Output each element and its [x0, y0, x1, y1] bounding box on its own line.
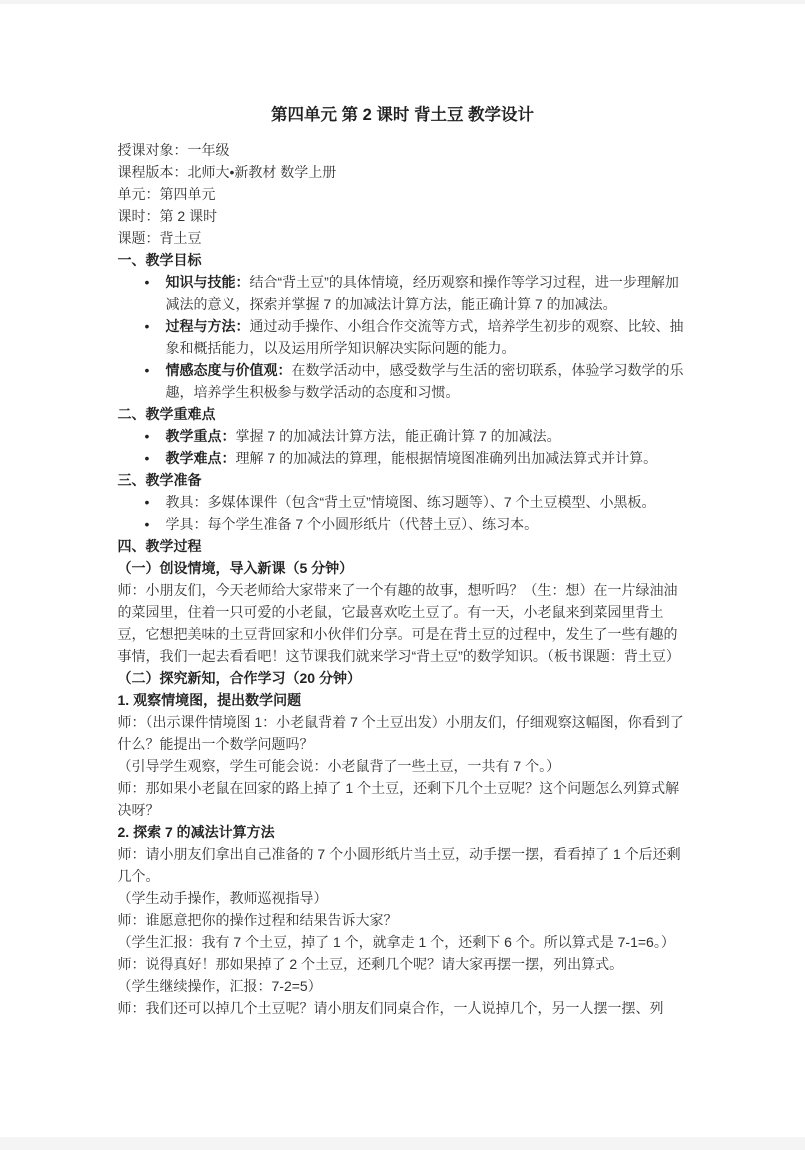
- process-part1-paragraph: 师：小朋友们，今天老师给大家带来了一个有趣的故事，想听吗？（生：想）在一片绿油油的菜园里，住着一只可爱的小老鼠，它最喜欢吃土豆了。有一天，小老鼠来到菜园里背土豆，它想把美味的土豆背回家和小伙伴们分享。可是在背土豆的过程中，发生了一些有趣的事情，我们一起去看看吧！这节课我们就来学习“背土豆”的数学知识。（板书课题：背土豆）: [117, 582, 680, 664]
- bullet-icon: •: [144, 428, 150, 444]
- process-part2-heading: （二）探究新知，合作学习（20 分钟）: [117, 670, 361, 686]
- step1-heading: 1. 观察情境图，提出数学问题: [117, 692, 302, 708]
- key-point-item: [118, 425, 688, 447]
- meta-line-unit: 单元：第四单元: [117, 186, 216, 202]
- bullet-icon: •: [144, 318, 150, 334]
- step2-paragraph: （学生汇报：我有 7 个土豆，掉了 1 个，就拿走 1 个，还剩下 6 个。所以算式是 7-1=6。）: [117, 934, 675, 950]
- bullet-icon: •: [144, 494, 150, 510]
- preparation-item-student: [118, 513, 688, 535]
- step1-paragraph: 师：（出示课件情境图 1：小老鼠背着 7 个土豆出发）小朋友们，仔细观察这幅图，你看到了什么？能提出一个数学问题吗？: [117, 714, 684, 752]
- step1-paragraph: （引导学生观察，学生可能会说：小老鼠背了一些土豆，一共有 7 个。）: [117, 758, 561, 774]
- meta-line-audience: 授课对象：一年级: [117, 142, 230, 158]
- difficulty-item: [118, 447, 688, 469]
- step2-paragraph: 师：我们还可以掉几个土豆呢？请小朋友们同桌合作，一人说掉几个，另一人摆一摆、列: [117, 1000, 664, 1016]
- document-page: [118, 0, 688, 1019]
- bullet-label: 过程与方法：: [165, 318, 250, 334]
- step2-paragraph: 师：说得真好！那如果掉了 2 个土豆，还剩几个呢？请大家再摆一摆，列出算式。: [117, 956, 624, 972]
- section-heading-goals: 一、教学目标: [117, 252, 202, 268]
- bullet-text: 通过动手操作、小组合作交流等方式，培养学生初步的观察、比较、抽象和概括能力，以及运用所学知识解决实际问题的能力。: [165, 318, 684, 356]
- step2-heading: 2. 探索 7 的减法计算方法: [117, 824, 275, 840]
- bullet-label: 教具：: [165, 494, 208, 510]
- bullet-text: 每个学生准备 7 个小圆形纸片（代替土豆）、练习本。: [207, 516, 539, 532]
- meta-line-edition: 课程版本：北师大•新教材 数学上册: [117, 164, 337, 180]
- bullet-icon: •: [144, 516, 150, 532]
- preparation-item-teacher: [118, 491, 688, 513]
- bullet-label: 教学重点：: [165, 428, 236, 444]
- page-top-edge: [0, 0, 805, 4]
- bullet-text: 掌握 7 的加减法计算方法，能正确计算 7 的加减法。: [235, 428, 561, 444]
- bullet-label: 知识与技能：: [165, 274, 250, 290]
- bullet-icon: •: [144, 362, 150, 378]
- bullet-text: 多媒体课件（包含“背土豆”情境图、练习题等）、7 个土豆模型、小黑板。: [207, 494, 656, 510]
- goal-item-attitude: [118, 359, 688, 403]
- section-heading-preparation: 三、教学准备: [117, 472, 202, 488]
- bullet-text: 理解 7 的加减法的算理，能根据情境图准确列出加减法算式并计算。: [235, 450, 658, 466]
- bullet-text: 在数学活动中，感受数学与生活的密切联系，体验学习数学的乐趣，培养学生积极参与数学活动的态度和习惯。: [165, 362, 684, 400]
- meta-line-lesson: 课时：第 2 课时: [117, 208, 218, 224]
- document-title: 第四单元 第 2 课时 背土豆 教学设计: [270, 106, 535, 124]
- step2-paragraph: （学生动手操作，教师巡视指导）: [117, 890, 328, 906]
- bullet-label: 情感态度与价值观：: [165, 362, 292, 378]
- section-heading-key-points: 二、教学重难点: [117, 406, 216, 422]
- bullet-label: 学具：: [165, 516, 208, 532]
- section-heading-process: 四、教学过程: [117, 538, 202, 554]
- step1-paragraph: 师：那如果小老鼠在回家的路上掉了 1 个土豆，还剩下几个土豆呢？这个问题怎么列算式解决呀？: [117, 780, 680, 818]
- page-bottom-edge: [0, 1137, 805, 1150]
- step2-paragraph: 师：谁愿意把你的操作过程和结果告诉大家？: [117, 912, 398, 928]
- bullet-icon: •: [144, 274, 150, 290]
- bullet-text: 结合“背土豆”的具体情境，经历观察和操作等学习过程，进一步理解加减法的意义，探索并掌握 7 的加减法计算方法，能正确计算 7 的加减法。: [165, 274, 679, 312]
- bullet-icon: •: [144, 450, 150, 466]
- process-part1-heading: （一）创设情境，导入新课（5 分钟）: [117, 560, 354, 576]
- goal-item-knowledge: [118, 271, 688, 315]
- bullet-label: 教学难点：: [165, 450, 236, 466]
- goal-item-process: [118, 315, 688, 359]
- meta-line-topic: 课题：背土豆: [117, 230, 202, 246]
- step2-paragraph: 师：请小朋友们拿出自己准备的 7 个小圆形纸片当土豆，动手摆一摆，看看掉了 1 个后还剩几个。: [117, 846, 681, 884]
- step2-paragraph: （学生继续操作，汇报：7-2=5）: [117, 978, 322, 994]
